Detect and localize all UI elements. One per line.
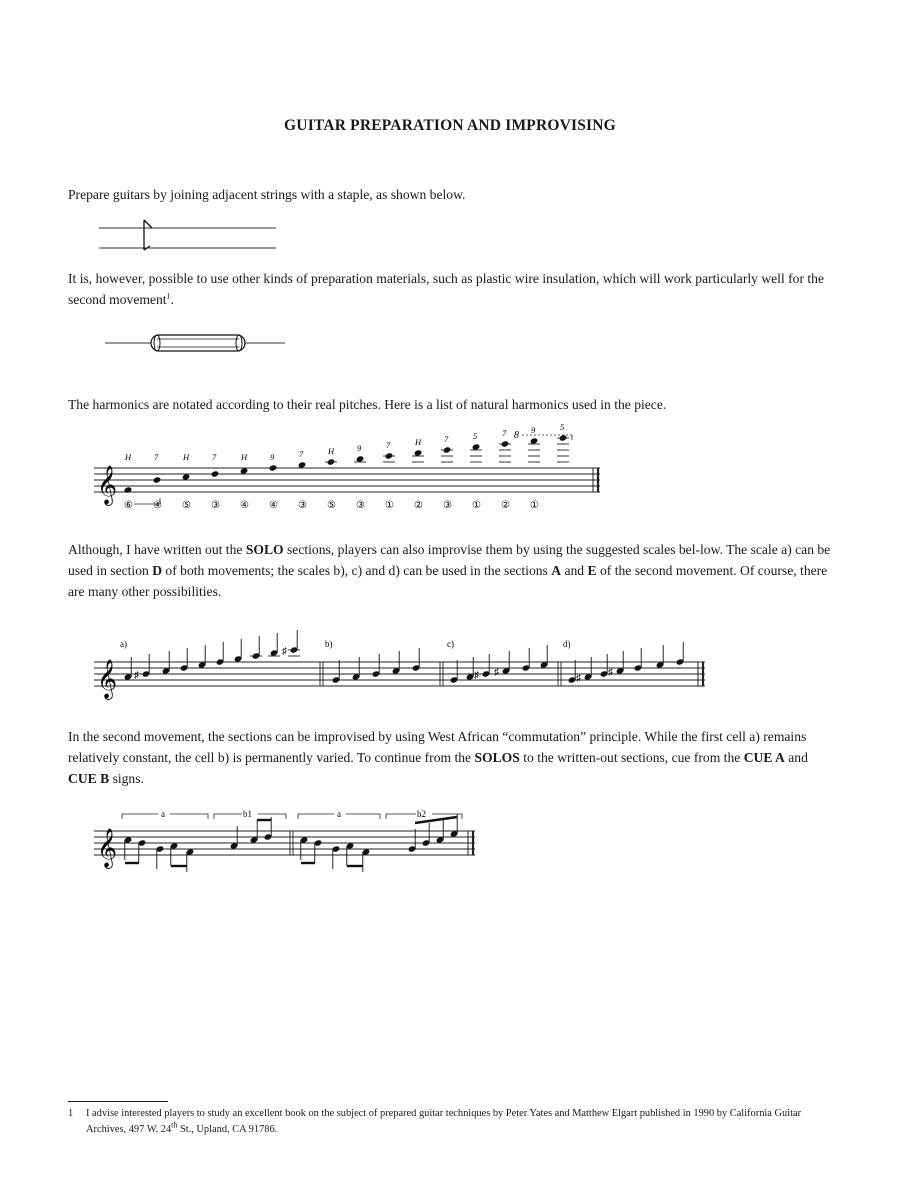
cell-b1-label: b1: [243, 809, 252, 819]
solo-text-a: Although, I have written out the: [68, 542, 246, 557]
cell-a2-label: a: [337, 809, 341, 819]
cell-note: [362, 848, 371, 872]
footnote-superscript: th: [171, 1120, 178, 1130]
scale-d-note: [600, 654, 609, 678]
svg-text:♯: ♯: [474, 670, 479, 681]
string-number: ③: [356, 500, 365, 511]
cell-note: [186, 848, 195, 872]
string-number: ③: [211, 500, 220, 511]
svg-text:♯: ♯: [494, 667, 499, 678]
string-number: ⑤: [182, 500, 191, 511]
scale-b-note: [412, 648, 421, 672]
solo-text-b: sections, players can also improvise them by using the suggested scales bel-low. The scale a) can be used in section: [68, 542, 831, 578]
scale-a-note: [216, 642, 225, 666]
string-number: ⑤: [327, 500, 336, 511]
solo-paragraph: [68, 539, 838, 602]
harmonic-note: [383, 452, 395, 462]
scale-a-note: [162, 651, 171, 675]
string-number: ⑥: [124, 500, 133, 511]
scale-a-note: [134, 654, 150, 681]
scale-a-note: [234, 639, 243, 663]
solo-text-e: of the second movement. Of course, there are many other possibilities.: [68, 563, 828, 599]
harmonic-note: [354, 455, 366, 462]
cell-note: [170, 842, 179, 866]
cell-note: [436, 820, 445, 844]
harmonic-label: 5: [560, 422, 565, 432]
harmonic-label: 9: [357, 443, 362, 453]
comm-text-a: In the second movement, the sections can be improvised by using West African “commutation” principle. While the first cell a) remains relatively constant, the cell b) is permanently varied. To continue from the: [68, 729, 807, 765]
scale-b-note: [372, 654, 381, 678]
harmonic-note: [441, 446, 453, 462]
solo-keyword: SOLO: [245, 542, 284, 557]
string-number: ④: [269, 500, 278, 511]
materials-end: .: [170, 292, 174, 307]
scale-b-note: [332, 660, 341, 684]
solos-keyword: SOLOS: [474, 750, 520, 765]
cell-note: [138, 839, 147, 863]
harmonic-label: H: [328, 446, 335, 456]
footnote-ref: 1: [166, 291, 171, 301]
scale-b-note: [352, 657, 361, 681]
footnote: [68, 1106, 838, 1138]
footnote-text-1: I advise interested players to study an excellent book on the subject of prepared guitar techniques by Peter Yates and Matthew Elgart published in 1990 by California Guitar Archives, 497 W. 24: [86, 1108, 802, 1135]
cue-b-label: CUE B: [68, 771, 110, 786]
scale-a-note: [268, 633, 280, 657]
intro-paragraph: Prepare guitars by joining adjacent strings with a staple, as shown below.: [68, 187, 466, 202]
solo-text-c: of both movements; the scales b), c) and d) can be used in the sections: [162, 563, 552, 578]
harmonic-label: 7: [154, 452, 159, 462]
harmonic-note: [211, 470, 220, 477]
scale-d-label: d): [563, 639, 571, 649]
harmonic-label: 7: [502, 428, 507, 438]
materials-paragraph: [68, 268, 838, 310]
cell-note: [230, 826, 239, 850]
scale-c-note: [474, 654, 490, 681]
harmonic-note: [528, 437, 540, 462]
comm-text-c: and: [784, 750, 808, 765]
cell-note: [156, 845, 165, 869]
scale-a-note: [250, 636, 262, 660]
harmonic-note: [269, 464, 278, 471]
scale-b-label: b): [325, 639, 333, 649]
section-a-label: A: [551, 563, 562, 578]
harmonic-note: [470, 443, 482, 462]
cell-note: [124, 836, 133, 860]
scale-a-note: [198, 645, 207, 669]
footnote-divider: [68, 1101, 168, 1102]
string-number: ④: [240, 500, 249, 511]
cell-note: [332, 845, 341, 869]
solo-text-d: and: [561, 563, 588, 578]
harmonic-label: 9: [270, 452, 275, 462]
scale-c-label: c): [447, 639, 454, 649]
harmonic-label: 7: [212, 452, 217, 462]
treble-clef: 𝄞: [97, 661, 118, 698]
cell-note: [422, 823, 431, 847]
harmonic-note: [557, 434, 569, 462]
svg-text:♯: ♯: [134, 670, 139, 681]
harmonic-note: [499, 440, 511, 462]
string-number: ②: [501, 500, 510, 511]
harmonic-label: H: [183, 452, 190, 462]
treble-clef: 𝄞: [97, 467, 118, 504]
footnote-text: [86, 1106, 838, 1138]
string-number: ②: [414, 500, 423, 511]
commutation-paragraph: [68, 726, 838, 789]
scale-c-note: [450, 660, 459, 684]
svg-text:♯: ♯: [608, 667, 613, 678]
harmonics-paragraph: The harmonics are notated according to their real pitches. Here is a list of natural harmonics used in the piece.: [68, 397, 667, 412]
cell-note: [250, 820, 259, 844]
harmonic-label: H: [241, 452, 248, 462]
cell-b2-label: b2: [417, 809, 426, 819]
scale-d-note: [676, 642, 685, 666]
harmonic-note: [412, 449, 424, 462]
cell-a1-label: a: [161, 809, 165, 819]
scale-a-note: [124, 657, 133, 681]
harmonic-note: [325, 458, 337, 465]
insulation-diagram: [105, 330, 290, 356]
harmonic-label: H: [125, 452, 132, 462]
scale-a-note: [282, 630, 300, 657]
footnote-number: 1: [68, 1108, 74, 1119]
footnote-text-2: St., Upland, CA 91786.: [177, 1124, 278, 1135]
section-e-label: E: [587, 563, 597, 578]
ottava-mark: 8: [514, 430, 519, 441]
harmonic-label: 7: [444, 434, 449, 444]
section-d-label: D: [152, 563, 163, 578]
string-number: ④: [153, 500, 162, 511]
string-number: ③: [443, 500, 452, 511]
comm-text-b: to the written-out sections, cue from the: [519, 750, 744, 765]
scale-b-note: [392, 651, 401, 675]
cell-note: [300, 836, 309, 860]
harmonic-label: 7: [299, 449, 304, 459]
string-number: ①: [530, 500, 539, 511]
scale-a-label: a): [120, 639, 127, 649]
harmonic-note: [153, 476, 162, 483]
cell-note: [346, 842, 355, 866]
page-title: GUITAR PREPARATION AND IMPROVISING: [284, 117, 616, 134]
cells-staff: [90, 803, 490, 873]
staple-diagram: [96, 216, 281, 256]
harmonic-label: H: [415, 437, 422, 447]
cell-note: [314, 839, 323, 863]
scales-staff: [90, 622, 710, 698]
string-number: ③: [298, 500, 307, 511]
harmonic-note: [124, 486, 133, 493]
scale-d-note: [634, 648, 643, 672]
svg-text:♯: ♯: [576, 673, 581, 684]
cue-a-label: CUE A: [743, 750, 785, 765]
scale-c-note: [522, 648, 531, 672]
svg-text:♯: ♯: [282, 646, 287, 657]
scale-a-note: [180, 648, 189, 672]
harmonic-label: 5: [473, 431, 478, 441]
scale-c-note: [466, 657, 475, 681]
harmonics-staff: [90, 424, 610, 514]
scale-d-note: [656, 645, 665, 669]
cell-note: [408, 829, 417, 853]
materials-text: It is, however, possible to use other kinds of preparation materials, such as plastic wire insulation, which will work particularly well for the second movement: [68, 271, 824, 307]
string-number: ①: [385, 500, 394, 511]
scale-d-note: [568, 660, 577, 684]
string-number: ①: [472, 500, 481, 511]
harmonic-label: 9: [531, 425, 536, 435]
scale-c-note: [540, 645, 549, 669]
treble-clef: 𝄞: [97, 830, 118, 867]
harmonic-label: 7: [386, 440, 391, 450]
comm-text-d: signs.: [109, 771, 144, 786]
